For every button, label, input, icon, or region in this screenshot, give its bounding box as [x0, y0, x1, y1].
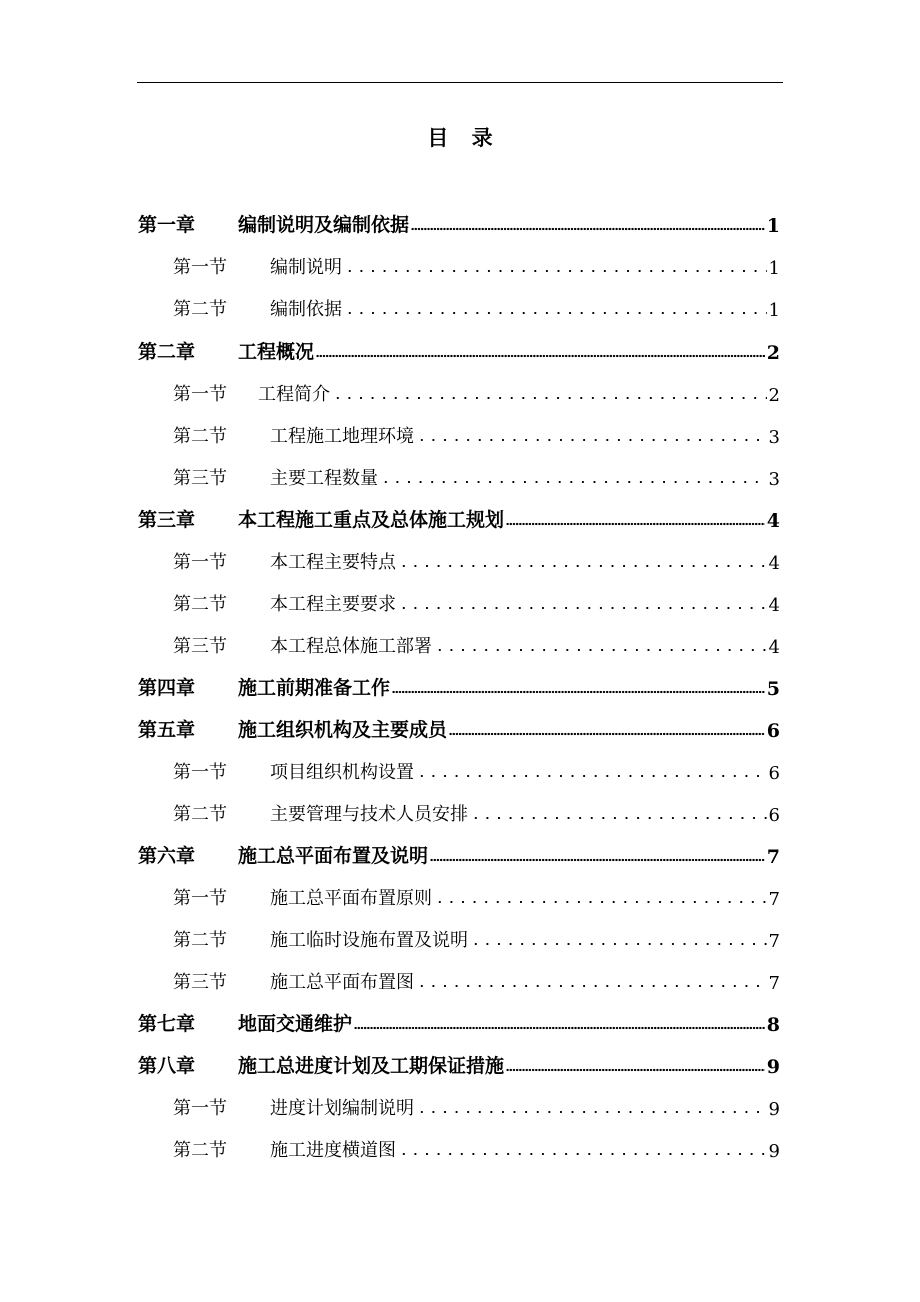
header-rule [137, 82, 783, 83]
page-number: 2 [768, 385, 780, 406]
page-number: 4 [768, 595, 780, 616]
section-number: 第二节 [173, 299, 227, 320]
section-number: 第三节 [173, 636, 227, 657]
dot-leader [434, 647, 767, 652]
chapter-number: 第一章 [138, 214, 196, 236]
dot-leader [506, 1067, 765, 1072]
page-number: 4 [766, 510, 780, 532]
toc-section-entry[interactable] [173, 796, 780, 826]
section-number: 第一节 [173, 888, 227, 909]
dot-leader [430, 857, 765, 862]
section-title: 项目组织机构设置 [270, 762, 414, 783]
toc-section-entry[interactable] [173, 922, 780, 952]
page-number: 8 [766, 1014, 780, 1036]
section-number: 第二节 [173, 594, 227, 615]
page-number: 9 [768, 1141, 780, 1162]
toc-section-entry[interactable] [173, 376, 780, 406]
section-number: 第二节 [173, 804, 227, 825]
section-number: 第一节 [173, 257, 227, 278]
section-number: 第一节 [173, 552, 227, 573]
page-number: 6 [766, 720, 780, 742]
dot-leader [416, 983, 767, 988]
toc-chapter-entry[interactable] [138, 502, 780, 532]
section-title: 编制说明 [270, 257, 342, 278]
dot-leader [332, 395, 767, 400]
page-number: 4 [768, 637, 780, 658]
toc-section-entry[interactable] [173, 628, 780, 658]
section-title: 工程施工地理环境 [270, 426, 414, 447]
toc-chapter-entry[interactable] [138, 334, 780, 364]
dot-leader [470, 815, 767, 820]
section-title: 施工临时设施布置及说明 [270, 930, 468, 951]
section-title: 进度计划编制说明 [270, 1098, 414, 1119]
page-number: 3 [768, 427, 780, 448]
toc-chapter-entry[interactable] [138, 712, 780, 742]
chapter-title: 地面交通维护 [238, 1013, 353, 1035]
dot-leader [344, 310, 767, 315]
dot-leader [398, 605, 767, 610]
page-number: 7 [768, 931, 780, 952]
toc-section-entry[interactable] [173, 1132, 780, 1162]
section-number: 第一节 [173, 384, 227, 405]
section-number: 第三节 [173, 468, 227, 489]
page-number: 5 [766, 678, 780, 700]
dot-leader [506, 521, 765, 526]
page-number: 6 [768, 763, 780, 784]
page-number: 6 [768, 805, 780, 826]
section-title: 主要工程数量 [270, 468, 378, 489]
chapter-title: 施工总平面布置及说明 [238, 845, 429, 867]
dot-leader [416, 1109, 767, 1114]
section-number: 第二节 [173, 1140, 227, 1161]
section-title: 编制依据 [270, 299, 342, 320]
dot-leader [411, 226, 765, 231]
page-number: 7 [768, 889, 780, 910]
dot-leader [316, 353, 765, 358]
section-title: 本工程主要要求 [270, 594, 396, 615]
section-title: 本工程主要特点 [270, 552, 396, 573]
page-number: 3 [768, 469, 780, 490]
dot-leader [416, 437, 767, 442]
toc-title: 目 录 [427, 125, 501, 150]
toc-section-entry[interactable] [173, 754, 780, 784]
toc-section-entry[interactable] [173, 586, 780, 616]
section-title: 施工进度横道图 [270, 1140, 396, 1161]
page-number: 9 [766, 1056, 780, 1078]
chapter-number: 第八章 [138, 1055, 196, 1077]
chapter-number: 第五章 [138, 719, 196, 741]
toc-section-entry[interactable] [173, 291, 780, 321]
chapter-title: 编制说明及编制依据 [238, 214, 410, 236]
chapter-title: 施工前期准备工作 [238, 677, 391, 699]
toc-section-entry[interactable] [173, 544, 780, 574]
dot-leader [344, 268, 767, 273]
page-number: 1 [766, 215, 780, 237]
dot-leader [434, 899, 767, 904]
dot-leader [392, 689, 765, 694]
toc-chapter-entry[interactable] [138, 1048, 780, 1078]
chapter-number: 第二章 [138, 341, 196, 363]
toc-chapter-entry[interactable] [138, 838, 780, 868]
page-number: 7 [768, 973, 780, 994]
dot-leader [416, 773, 767, 778]
toc-section-entry[interactable] [173, 460, 780, 490]
dot-leader [398, 563, 767, 568]
page-number: 4 [768, 553, 780, 574]
dot-leader [398, 1151, 767, 1156]
dot-leader [449, 731, 765, 736]
chapter-number: 第六章 [138, 845, 196, 867]
chapter-title: 工程概况 [238, 341, 315, 363]
section-number: 第一节 [173, 762, 227, 783]
dot-leader [470, 941, 767, 946]
dot-leader [354, 1025, 765, 1030]
section-title: 主要管理与技术人员安排 [270, 804, 468, 825]
chapter-title: 本工程施工重点及总体施工规划 [238, 509, 505, 531]
toc-chapter-entry[interactable] [138, 670, 780, 700]
chapter-number: 第三章 [138, 509, 196, 531]
page-number: 1 [768, 300, 780, 321]
chapter-title: 施工总进度计划及工期保证措施 [238, 1055, 505, 1077]
section-number: 第二节 [173, 930, 227, 951]
toc-chapter-entry[interactable] [138, 207, 780, 237]
toc-section-entry[interactable] [173, 249, 780, 279]
chapter-title: 施工组织机构及主要成员 [238, 719, 448, 741]
toc-section-entry[interactable] [173, 880, 780, 910]
page-number: 2 [766, 342, 780, 364]
toc-section-entry[interactable] [173, 964, 780, 994]
section-title: 施工总平面布置原则 [270, 888, 432, 909]
chapter-number: 第七章 [138, 1013, 196, 1035]
dot-leader [380, 479, 767, 484]
toc-section-entry[interactable] [173, 418, 780, 448]
section-title: 施工总平面布置图 [270, 972, 414, 993]
section-title: 本工程总体施工部署 [270, 636, 432, 657]
page-number: 9 [768, 1099, 780, 1120]
section-number: 第二节 [173, 426, 227, 447]
page-number: 7 [766, 846, 780, 868]
section-number: 第一节 [173, 1098, 227, 1119]
chapter-number: 第四章 [138, 677, 196, 699]
toc-section-entry[interactable] [173, 1090, 780, 1120]
section-title: 工程简介 [258, 384, 330, 405]
toc-chapter-entry[interactable] [138, 1006, 780, 1036]
page-number: 1 [768, 258, 780, 279]
section-number: 第三节 [173, 972, 227, 993]
